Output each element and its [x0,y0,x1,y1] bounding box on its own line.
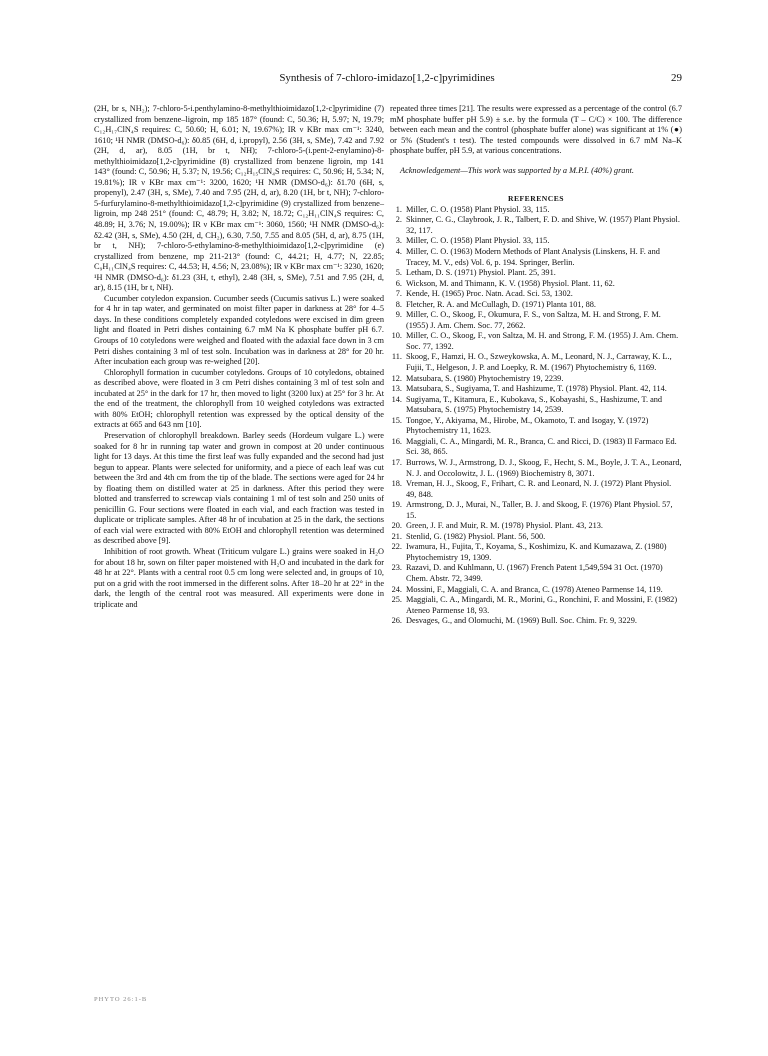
reference-text: Miller, C. O., Skoog, F., von Saltza, M. H. and Strong, F. M. (1955) J. Am. Chem. Soc. 77, 1392. [406,331,679,351]
reference-item [390,395,682,416]
reference-item [390,384,682,395]
running-head [92,70,682,86]
reference-item [390,236,682,247]
reference-number: 13. [391,384,402,394]
reference-item [390,479,682,500]
reference-text: Vreman, H. J., Skoog, F., Frihart, C. R. and Leonard, N. J. (1972) Plant Physiol. 49, 848. [406,479,672,499]
reference-text: Miller, C. O. (1958) Plant Physiol. 33, 115. [406,204,550,214]
reference-text: Stenlid, G. (1982) Physiol. Plant. 56, 500. [406,531,546,541]
reference-item [390,279,682,290]
reference-text: Matsubara, S. (1980) Phytochemistry 19, 2239. [406,373,564,383]
running-title: Synthesis of 7-chloro-imidazo[1,2-c]pyrimidines [279,72,495,84]
reference-item [390,437,682,458]
reference-item [390,416,682,437]
reference-item [390,289,682,300]
reference-number: 6. [395,278,402,288]
reference-number: 25. [391,595,402,605]
reference-number: 21. [391,531,402,541]
reference-item [390,300,682,311]
reference-text: Maggiali, C. A., Mingardi, M. R., Branca, C. and Ricci, D. (1983) Il Farmaco Ed. Sci. 38, 865. [406,436,677,457]
reference-number: 20. [391,521,402,531]
cotyledon-expansion-paragraph: Cucumber cotyledon expansion. Cucumber seeds (Cucumis sativus L.) were soaked for 4 hr in tap water, and germinated on moist filter paper in darkness at 28° for 4–5 days. In these conditions completely expanded cotyledons were excised in dim green light and floated in Petri dishes containing 6.7 mM Na K phosphate buffer pH 6.7. Groups of 10 cotyledons were weighed and floated with the adaxial face down in 3 cm Petri dishes containing 3 ml of test soln. Incubation was in darkness at 28° for 20 hr. After incubation each group was re-weighed [20]. [94,293,384,367]
reference-number: 17. [391,457,402,467]
reference-item [390,215,682,236]
root-growth-paragraph: Inhibition of root growth. Wheat (Triticum vulgare L.) grains were soaked in H₂O for about 18 hr, sown on filter paper moistened with H₂O and incubated in the dark for 48 hr at 22°. Plants with a central root 0.5 cm long were selected and, in groups of 10, put on a grid with the root immersed in the different solns. After 18–20 hr at 22° in the dark, the length of the central root was measured. All experiments were done in triplicate and [94,546,384,609]
reference-text: Armstrong, D. J., Murai, N., Taller, B. J. and Skoog, F. (1976) Plant Physiol. 57, 15. [406,500,673,520]
reference-text: Fletcher, R. A. and McCullagh, D. (1971) Planta 101, 88. [406,299,597,309]
reference-item [390,542,682,563]
reference-text: Kende, H. (1965) Proc. Natn. Acad. Sci. 53, 1302. [406,289,573,299]
reference-item [390,595,682,616]
reference-text: Mossini, F., Maggiali, C. A. and Branca, C. (1978) Ateneo Parmense 14, 119. [406,584,663,594]
reference-text: Iwamura, H., Fujita, T., Koyama, S., Koshimizu, K. and Kumazawa, Z. (1980) Phytochemistry 19, 1309. [406,542,667,562]
reference-number: 18. [391,479,402,489]
reference-text: Razavi, D. and Kuhlmann, U. (1967) French Patent 1,549,594 31 Oct. (1970) Chem. Abstr. 72, 3499. [406,563,663,583]
reference-number: 4. [395,247,402,257]
references-heading: REFERENCES [507,194,565,204]
right-column [390,104,682,627]
reference-number: 14. [391,394,402,404]
left-column [94,104,384,610]
reference-item [390,205,682,216]
reference-number: 7. [395,289,402,299]
reference-number: 9. [395,310,402,320]
reference-item [390,521,682,532]
reference-number: 16. [391,436,402,446]
chlorophyll-formation-paragraph: Chlorophyll formation in cucumber cotyledons. Groups of 10 cotyledons, obtained as described above, were floated in 3 cm Petri dishes containing 3 ml of test soln and incubated at 25° in the dark for 17 hr, then moved to light (3200 lux) at 25° for 3 hr. At the end of the treatment, the chlorophyll from 10 weighed cotyledons was extracted with 80% EtOH; chlorophyll retention was expressed by the optical density of the extracts at 665 and 643 nm [10]. [94,367,384,430]
reference-text: Burrows, W. J., Armstrong, D. J., Skoog, F., Hecht, S. M., Boyle, J. T. A., Leonard, N. J. and Occolowitz, J. L. (1969) Biochemistry 8, 3071. [406,457,682,478]
chlorophyll-preservation-paragraph: Preservation of chlorophyll breakdown. Barley seeds (Hordeum vulgare L.) were soaked for 8 hr in running tap water and grown in compost at 20 under continuous light for 13 days. At this time the first leaf was fully expanded and the second had just begun to appear. Plants were selected for uniformity, and a piece of each leaf was cut between the 3rd and 4th cm from the tip of the blade. The sections were aged for 24 hr by floating them on distilled water at 25 in darkness. After this period they were blotted and transferred to screwcap vials containing 1 ml of test soln and 250 units of penicillin G. Four sections were floated in each vial, and each fraction was tested in duplicate or triplicate samples. After 48 hr of incubation at 25 in the dark, the sections of each vial were extracted with 80% EtOH and chlorophyll retention was determined as described above [9]. [94,430,384,546]
reference-text: Skinner, C. G., Claybrook, J. R., Talbert, F. D. and Shive, W. (1957) Plant Physiol. 32, 117. [406,215,680,235]
reference-number: 19. [391,500,402,510]
page-number: 29 [671,72,682,84]
reference-text: Maggiali, C. A., Mingardi, M. R., Morini, G., Ronchini, F. and Mossini, F. (1982) Ateneo Parmense 18, 93. [406,595,678,615]
reference-text: Matsubara, S., Sugiyama, T. and Hashizume, T. (1978) Physiol. Plant. 42, 114. [406,384,667,394]
reference-text: Sugiyama, T., Kitamura, E., Kubokava, S., Kobayashi, S., Hashizume, T. and Matsubara, S. (1975) Phytochemistry 14, 2539. [406,394,663,415]
reference-item [390,563,682,584]
compound-data-paragraph: (2H, br s, NH₂); 7-chloro-5-i.penthylamino-8-methylthioimidazo[1,2-c]pyrimidine (7) crystallized from benzene–ligroin, mp 185 187° (found: C, 50.36; H, 5.97; N, 19.79; C₁₂H₁₇ClN₄S requires: C, 50.60; H, 6.01; N, 19.67%); IR ν KBr max cm⁻¹: 3240, 1610; ¹H NMR (DMSO-d₆): δ0.85 (6H, d, i.propyl), 2.56 (3H, s, SMe), 7.42 and 7.92 (2H, d, ar), 8.05 (1H, br t, NH); 7-chloro-5-(i.pent-2-enylamino)-8-methylthioimidazo[1,2-c]pyrimidine (8) crystallized from benzene ligroin, mp 141 143° (found: C, 50.96; H, 5.37; N, 19.56; C₁₂H₁₅ClN₄S requires: C, 50.96; H, 5.34; N, 19.81%); IR ν KBr max cm⁻¹: 3200, 1620; ¹H NMR (DMSO-d₆): δ1.70 (6H, s, propenyl), 2.47 (3H, s, SMe), 7.40 and 7.95 (2H, d, ar), 8.20 (1H, br t, NH); 7-chloro-5-furfurylamino-8-methylthioimidazo[1,2-c]pyrimidine (9) crystallized from benzene–ligroin, mp 248 251° (found: C, 48.79; H, 3.82; N, 18.72; C₁₂H₁₁ClN₄S requires: C, 48.89; H, 3.76; N, 19.00%); IR ν KBr max cm⁻¹: 3060, 1560; ¹H NMR (DMSO-d₆): δ2.42 (3H, s, SMe), 4.50 (2H, d, CH₂), 6.30, 7.50, 7.55 and 8.05 (5H, d, ar), 8.75 (1H, br t, NH); 7-chloro-5-ethylamino-8-methylthioimidazo[1,2-c]pyrimidine (e) crystallized from benzene, mp 211-213° (found: C, 44.21; H, 4.77; N, 22.85; C₉H₁₁ClN₄S requires: C, 44.53; H, 4.56; N, 23.08%); IR ν KBr max cm⁻¹: 3230, 1620; ¹H NMR (DMSO-d₆): δ1.23 (3H, t, ethyl), 2.48 (3H, s, SMe), 7.51 and 7.95 (2H, d, ar), 8.15 (1H, br t, NH). [94,104,384,293]
reference-text: Letham, D. S. (1971) Physiol. Plant. 25, 391. [406,268,556,278]
reference-number: 8. [395,299,402,309]
reference-number: 3. [395,236,402,246]
reference-number: 5. [395,268,402,278]
reference-number: 11. [391,352,402,362]
reference-item [390,310,682,331]
reference-item [390,374,682,385]
reference-number: 26. [391,616,402,626]
reference-text: Miller, C. O. (1958) Plant Physiol. 33, 115. [406,236,550,246]
reference-list [390,205,682,627]
reference-number: 23. [391,563,402,573]
reference-number: 24. [391,584,402,594]
reference-item [390,331,682,352]
reference-text: Tongoe, Y., Akiyama, M., Hirobe, M., Okamoto, T. and Isogay, Y. (1972) Phytochemistry 11, 1623. [406,415,649,436]
reference-number: 12. [391,373,402,383]
reference-text: Desvages, G., and Olomuchi, M. (1969) Bull. Soc. Chim. Fr. 9, 3229. [406,616,637,626]
reference-item [390,458,682,479]
reference-text: Miller, C. O., Skoog, F., Okumura, F. S., von Saltza, M. H. and Strong, F. M. (1955) J. Am. Chem. Soc. 77, 2662. [406,310,661,330]
reference-number: 1. [395,204,402,214]
reference-item [390,268,682,279]
reference-number: 10. [391,331,402,341]
reference-text: Miller, C. O. (1963) Modern Methods of Plant Analysis (Linskens, H. F. and Tracey, M. V., eds) Vol. 6, p. 194. Springer, Berlin. [406,247,660,267]
reference-text: Green, J. F. and Muir, R. M. (1978) Physiol. Plant. 43, 213. [406,521,603,531]
reference-item [390,247,682,268]
reference-number: 15. [391,415,402,425]
footer-code: PHYTO 26:1-B [94,996,148,1003]
reference-item [390,585,682,596]
reference-item [390,616,682,627]
reference-text: Skoog, F., Hamzi, H. O., Szweykowska, A. M., Leonard, N. J., Carraway, K. L., Fujii, T., Helgeson, J. P. and Loepky, R. M. (1967) Phytochemistry 6, 1169. [406,352,672,373]
reference-number: 2. [395,215,402,225]
reference-text: Wickson, M. and Thimann, K. V. (1958) Physiol. Plant. 11, 62. [406,278,615,288]
acknowledgement: Acknowledgement—This work was supported by a M.P.I. (40%) grant. [400,165,634,175]
reference-item [390,532,682,543]
reference-item [390,500,682,521]
reference-number: 22. [391,542,402,552]
results-paragraph: repeated three times [21]. The results were expressed as a percentage of the control (6.7 mM phosphate buffer pH 5.9) ± s.e. by the formula (T – C/C) × 100. The difference between each mean and the control (phosphate buffer alone) was significant at 1% (●) or 5% (Student's t test). The tested compounds were dissolved in 6.7 mM Na–K phosphate buffer, pH 5.9, at various concentrations. [390,104,682,156]
reference-item [390,352,682,373]
